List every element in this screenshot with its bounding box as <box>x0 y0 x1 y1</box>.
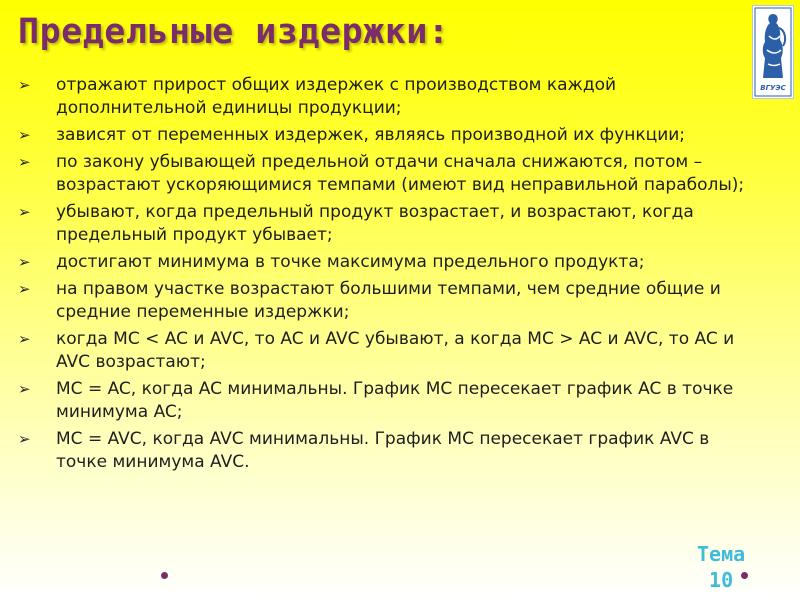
topic-label <box>697 541 745 593</box>
list-item-text: зависят от переменных издержек, являясь производной их функции; <box>56 125 686 145</box>
list-item <box>18 278 758 324</box>
arrow-bullet-icon: ➢ <box>18 76 31 94</box>
list-item-text: достигают минимума в точке максимума предельного продукта; <box>56 252 645 272</box>
topic-word: Тема <box>697 542 746 566</box>
list-item <box>18 201 758 247</box>
list-item-text: MC = AC, когда AC минимальны. График MC пересекает график AC в точке минимума AC; <box>56 379 734 422</box>
arrow-bullet-icon: ➢ <box>18 380 31 398</box>
list-item <box>18 151 758 197</box>
list-item <box>18 378 758 424</box>
university-logo <box>752 5 794 99</box>
arrow-bullet-icon: ➢ <box>18 126 31 144</box>
list-item-text: MC = AVC, когда AVC минимальны. График MC пересекает график AVC в точке минимума AVC. <box>56 429 710 472</box>
list-item-text: отражают прирост общих издержек с производством каждой дополнительной единицы продукции; <box>56 75 617 118</box>
list-item-text: по закону убывающей предельной отдачи сначала снижаются, потом – возрастают ускоряющимися темпами (имеют вид неправильной параболы); <box>56 152 745 195</box>
arrow-bullet-icon: ➢ <box>18 253 31 271</box>
arrow-bullet-icon: ➢ <box>18 280 31 298</box>
list-item <box>18 428 758 474</box>
list-item-text: когда MC < AC и AVC, то AC и AVC убывают, а когда MC > AC и AVC, то AC и AVC возрастают; <box>56 329 735 372</box>
list-item <box>18 251 758 274</box>
decorative-dot <box>161 572 168 579</box>
list-item <box>18 74 758 120</box>
logo-text: ВГУЭС <box>760 84 786 92</box>
arrow-bullet-icon: ➢ <box>18 330 31 348</box>
arrow-bullet-icon: ➢ <box>18 203 31 221</box>
arrow-bullet-icon: ➢ <box>18 153 31 171</box>
list-item <box>18 328 758 374</box>
topic-number: 10 <box>709 568 734 592</box>
list-item-text: на правом участке возрастают большими темпами, чем средние общие и средние переменные издержки; <box>56 279 721 322</box>
bullet-list <box>18 74 758 478</box>
slide-title: Предельные издержки: <box>18 12 450 52</box>
arrow-bullet-icon: ➢ <box>18 430 31 448</box>
list-item <box>18 124 758 147</box>
list-item-text: убывают, когда предельный продукт возрастает, и возрастают, когда предельный продукт убывает; <box>56 202 694 245</box>
